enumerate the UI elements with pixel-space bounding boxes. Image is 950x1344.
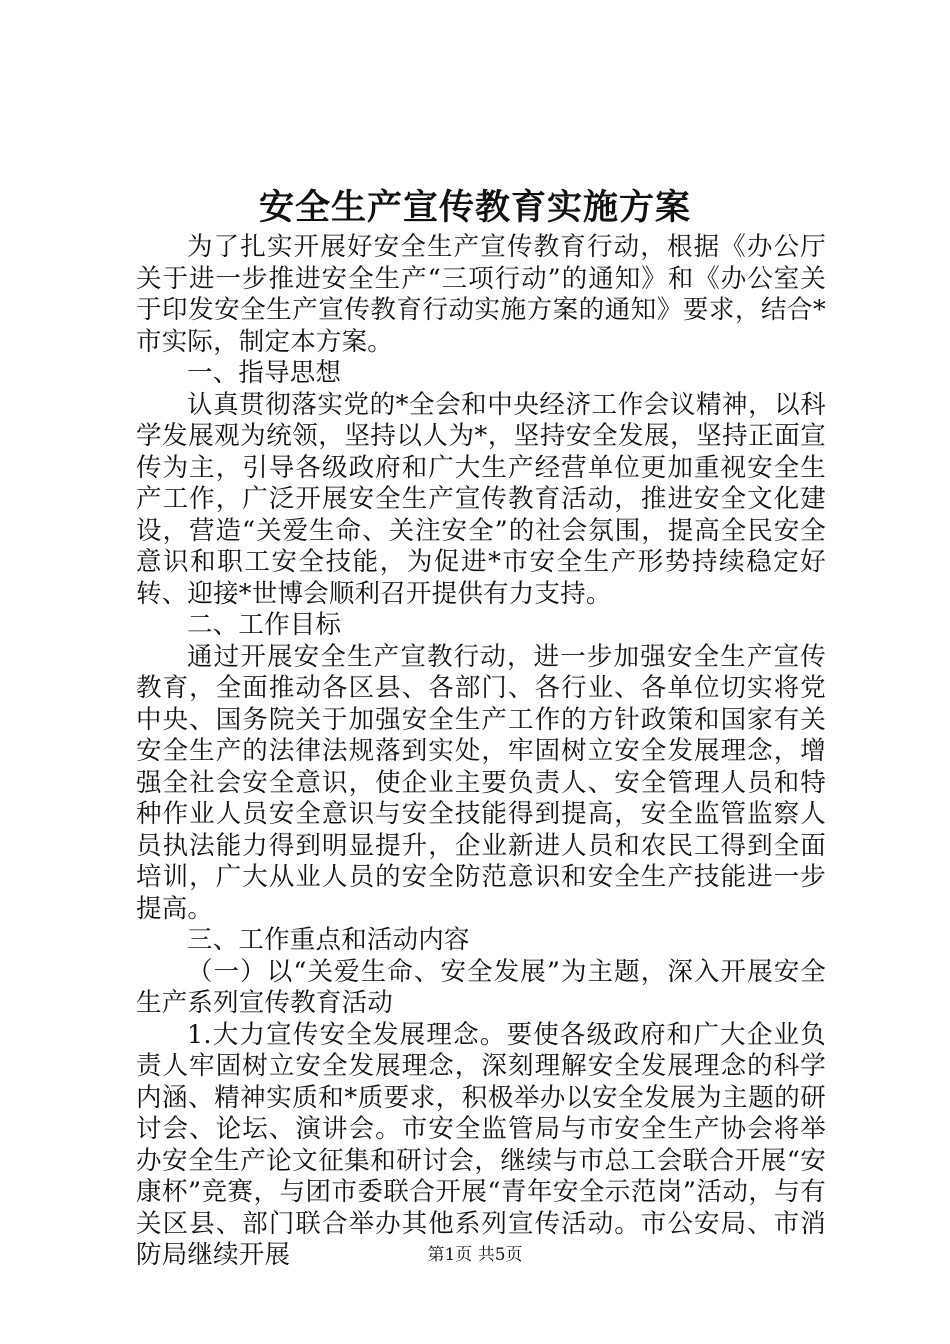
paragraph-intro: 为了扎实开展好安全生产宣传教育行动，根据《办公厅关于进一步推进安全生产“三项行动”的通知》和《办公室关于印发安全生产宣传教育行动实施方案的通知》要求，结合*市实际，制定本方案。 bbox=[136, 232, 826, 357]
paragraph-guiding-ideology: 认真贯彻落实党的*全会和中央经济工作会议精神，以科学发展观为统领，坚持以人为*，坚持安全发展，坚持正面宣传为主，引导各级政府和广大生产经营单位更加重视安全生产工作，广泛开展安全生产宣传教育活动，推进安全文化建设，营造“关爱生命、关注安全”的社会氛围，提高全民安全意识和职工安全技能，为促进*市安全生产形势持续稳定好转、迎接*世博会顺利召开提供有力支持。 bbox=[136, 389, 826, 609]
paragraph-item-1: 1.大力宣传安全发展理念。要使各级政府和广大企业负责人牢固树立安全发展理念，深刻理解安全发展理念的科学内涵、精神实质和*质要求，积极举办以安全发展为主题的研讨会、论坛、演讲会。市安全监管局与市安全生产协会将举办安全生产论文征集和研讨会，继续与市总工会联合开展“安康杯”竞赛，与团市委联合开展“青年安全示范岗”活动，与有关区县、部门联合举办其他系列宣传活动。市公安局、市消防局继续开展 bbox=[136, 1019, 826, 1270]
document-body bbox=[136, 232, 826, 1272]
section-heading-guiding-ideology: 一、指导思想 bbox=[187, 358, 342, 388]
section-heading-work-focus: 三、工作重点和活动内容 bbox=[187, 925, 470, 955]
page-footer: 第1页 共5页 bbox=[427, 1245, 523, 1265]
paragraph-work-goals: 通过开展安全生产宣教行动，进一步加强安全生产宣传教育，全面推动各区县、各部门、各行业、各单位切实将党中央、国务院关于加强安全生产工作的方针政策和国家有关安全生产的法律法规落到实处，牢固树立安全发展理念，增强全社会安全意识，使企业主要负责人、安全管理人员和特种作业人员安全意识与安全技能得到提高，安全监管监察人员执法能力得到明显提升，企业新进人员和农民工得到全面培训，广大从业人员的安全防范意识和安全生产技能进一步提高。 bbox=[136, 641, 826, 924]
section-heading-work-goals: 二、工作目标 bbox=[187, 610, 342, 640]
document-title: 安全生产宣传教育实施方案 bbox=[258, 187, 691, 228]
subsection-heading-1: （一）以“关爱生命、安全发展”为主题，深入开展安全生产系列宣传教育活动 bbox=[136, 956, 826, 1018]
